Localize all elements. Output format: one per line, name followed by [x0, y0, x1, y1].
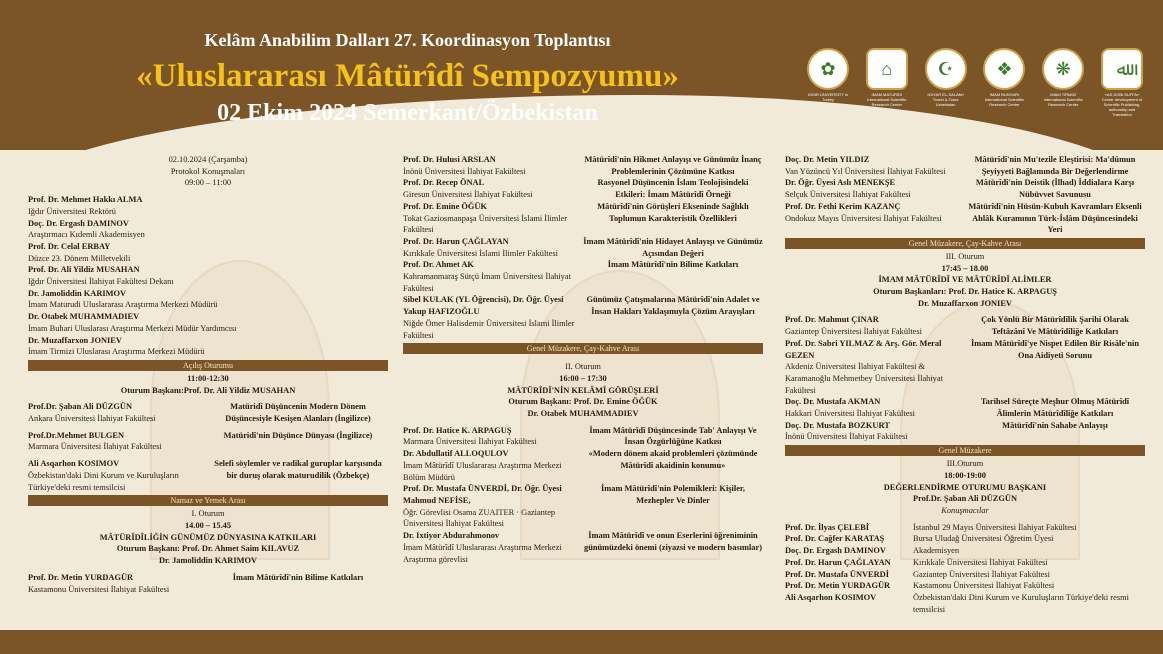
book-seal-icon: ❖ — [983, 48, 1025, 90]
speaker: Prof. Dr. Mehmet Hakkı ALMA Iğdır Üniversitesi Rektörü — [28, 195, 143, 216]
speakers-label: Konuşmacılar — [941, 505, 989, 515]
session-chair: Oturum Başkanı: Prof. Dr. Emine ÖĞÜK — [508, 397, 658, 407]
session-title: I. Oturum — [191, 509, 225, 519]
logo-item: ❖ IMAM BUKHARI International Scientific Research Center — [981, 48, 1027, 126]
section-band: Genel Müzakere — [785, 445, 1145, 456]
session-chair-2: Dr. Muzaffarxon JONIEV — [918, 298, 1012, 308]
presentation-row: Prof. Dr. Sabri YILMAZ & Arş. Gör. Meral GEZEN Akdeniz Üniversitesi İlahiyat Fakültesi & Karamanoğlu Mehmetbey Üniversitesi İlahiyat Fakültesi İmam Mâtürîdî'ye Nispet Edilen Bir Risâle'nin Ona Aidiyeti Sorunu — [785, 338, 1140, 395]
session-title: II. Oturum — [565, 362, 601, 372]
presentation-row: Sibel KULAK (YL Öğrencisi), Dr. Öğr. Üyesi Yakup HAFIZOĞLU Niğde Ömer Halisdemir Üniversitesi İslami İlimler Fakültesi Günümüz Çatışmalarına Mâtürîdî'nin Adalet ve İnsan Hakları Yaklaşımıyla Çözüm Arayışları — [403, 295, 760, 340]
presentation-row: Prof. Dr. Hatice K. ARPAGUŞ Marmara Üniversitesi İlahiyat Fakültesi İmam Mâtürîdî Düşüncesinde Tab' Anlayışı Ve İnsan Özgürlüğüne Katkısı — [403, 425, 757, 447]
calligraphy-seal-icon: ﷲ — [1101, 48, 1143, 90]
presentation-row: Dr. Ixtiyor Abdurahmonov İmam Mâtürîdî Uluslararası Araştırma Merkezi Araştırma görevlisi İmam Mâtürîdî ve onun Eserlerini öğreniminin günümüzdeki önemi (ziyazsi ve modern basımlar) — [403, 531, 762, 564]
session-theme: MÂTÜRÎDÎLİĞİN GÜNÜMÜZ DÜNYASINA KATKILARI — [99, 532, 317, 542]
symposium-title: «Uluslararası Mâtürîdî Sempozyumu» — [136, 58, 679, 94]
closing-row: Prof. Dr. Metin YURDAGÜR Kastamonu Üniversitesi İlahiyat Fakültesi — [785, 581, 1055, 591]
closing-row: Prof. Dr. Mustafa ÜNVERDİ Gaziantep Üniversitesi İlahiyat Fakültesi — [785, 569, 1050, 579]
closing-row: Prof. Dr. Cağfer KARATAŞ Bursa Uludağ Üniversitesi Öğretim Üyesi — [785, 534, 1054, 544]
session-chair: Oturum Başkanı:Prof. Dr. Ali Yildiz MUSAHAN — [120, 385, 296, 395]
logo-strip — [805, 48, 1145, 126]
closing-row: Doç. Dr. Ergash DAMINOV Akademisyen — [785, 546, 960, 556]
speaker: Doç. Dr. Ergash DAMINOV Araştırmacı Kıdemli Akademisyen — [28, 218, 145, 240]
logo-item: ⌂ IMAM MATURIDI International Scientific Research Center — [864, 48, 910, 126]
session-time: 11:00-12:30 — [187, 373, 229, 383]
section-band: Genel Müzakere, Çay-Kahve Arası — [785, 238, 1145, 249]
speaker: Dr. Muzaffarxon JONIEV İmam Tirmizi Uluslarası Araştırma Merkezi Müdürü — [28, 335, 205, 357]
footer-band — [0, 630, 1163, 654]
university-seal-icon: ✿ — [807, 48, 849, 90]
presentation-row: Prof. Dr. Harun ÇAĞLAYAN Kırıkkale Üniversitesi İslami İlimler Fakültesi İmam Mâtürîdî'nin Hidayet Anlayışı ve Günümüz Açısından Değeri — [403, 236, 763, 258]
section-band: Namaz ve Yemek Arası — [28, 495, 388, 506]
session-chair-2: Dr. Otabek MUHAMMADIEV — [527, 409, 639, 419]
presentation-row: Prof. Dr. Fethi Kerim KAZANÇ Ondokuz Mayıs Üniversitesi İlahiyat Fakültesi Mâtürîdî'nin Hüsün-Kubuh Kavramları Eksenli Ahlâk Kuramının Türk-İslâm Düşüncesindeki Yeri — [785, 201, 1142, 235]
session-title: III. Oturum — [945, 251, 985, 261]
presentation-row: Prof. Dr. Hulusi ARSLAN İnönü Üniversitesi İlahiyat Fakültesi Mâtürîdî'nin Hikmet Anlayışı ve Günümüz İnanç Problemlerinin Çözümüne Katkısı — [403, 155, 762, 176]
presentation-row: Dr. Abdullatif ALLOQULOV İmam Mâtürîdî Uluslararası Araştırma Merkezi Bölüm Müdürü «Modern dönem akaid problemleri çözümünde Mâtürîdî akaidinin konumu» — [403, 449, 758, 482]
session-title: III.Oturum — [946, 459, 984, 469]
section-band: Genel Müzakere, Çay-Kahve Arası — [403, 343, 763, 354]
session-theme: İMAM MÂTÜRÎDÎ VE MÂTÜRÎDÎ ALİMLER — [878, 275, 1052, 285]
presentation-row: Prof. Dr. Mahmut ÇINAR Gaziantep Üniversitesi İlahiyat Fakültesi Çok Yönlü Bir Mâtürîdîlik Şarihi Olarak Teftâzânî Ve Mâtürîdîliğe Katkıları — [785, 315, 1129, 337]
session-chair: Prof.Dr. Şaban Ali DÜZGÜN — [912, 494, 1017, 504]
closing-row: Prof. Dr. Harun ÇAĞLAYAN Kırıkkale Üniversitesi İlahiyat Fakültesi — [785, 557, 1048, 567]
session-time: 18:00-19:00 — [944, 470, 986, 480]
presentation-row: Prof.Dr.Mehmet BULGEN Marmara Üniversitesi İlahiyat Fakültesi Matüridî'nin Düşünce Dünyası (İngilizce) — [28, 430, 373, 452]
session-chair-2: Dr. Jamoliddin KARIMOV — [158, 556, 258, 566]
mausoleum-icon: ⌂ — [866, 48, 908, 90]
session-chair: Oturum Başkanları: Prof. Dr. Hatice K. ARPAGUŞ — [873, 287, 1057, 297]
presentation-row: Doç. Dr. Mustafa BOZKURT İnönü Üniversitesi İlahiyat Fakültesi Mâtürîdî'nin Sahabe Anlayışı — [785, 420, 1108, 442]
session-time: 14.00 – 15.45 — [184, 520, 232, 530]
logo-item: ❋ IMAM TIRMIZI International Scientific Research Center — [1040, 48, 1086, 126]
session-theme: MÂTÜRÎDÎ'NİN KELÂMÎ GÖRÜŞLERİ — [507, 385, 659, 395]
session-theme: DEĞERLENDİRME OTURUMU BAŞKANI — [883, 482, 1047, 492]
logo-item: ✿ IGDIR UNIVERSITY in Turkey — [805, 48, 851, 126]
program-column-2 — [403, 154, 763, 565]
section-band: Açılış Oturumu — [28, 360, 388, 371]
presentation-row: Ali Asqarhon KOSIMOV Özbekistan'daki Dini Kurum ve Kuruluşların Türkiye'deki resmi temsilcisi Selefi söylemler ve radikal guruplar karşısında bir duruş olarak maturudilik (Özbekçe) — [28, 459, 382, 492]
session-time: 16:00 – 17:30 — [559, 373, 607, 383]
presentation-row: Dr. Öğr. Üyesi Aslı MENEKŞE Selçuk Üniversitesi İlahiyat Fakültesi Mâtürîdî'nin Deistik (İlhad) İddialara Karşı Nübüvvet Savunusu — [785, 178, 1135, 200]
session-chair: Oturum Başkanı: Prof. Dr. Ahmet Saim KILAVUZ — [116, 544, 300, 554]
presentation-row: Prof. Dr. Emine ÖĞÜK Tokat Gaziosmanpaşa Üniversitesi İslami İlimler Fakültesi Mâtürîdî'nin Görüşleri Ekseninde Sağlıklı Toplumun Karakteristik Özellikleri — [403, 201, 749, 235]
mosque-icon: ☪ — [925, 48, 967, 90]
speaker: Dr. Jamoliddin KARIMOV İmam Maturudi Uluslararası Araştırma Merkezi Müdürü — [28, 288, 218, 310]
program-column-1 — [28, 154, 388, 595]
date-place: 02 Ekim 2024 Semerkant/Özbekistan — [217, 100, 598, 126]
ornament-seal-icon: ❋ — [1042, 48, 1084, 90]
presentation-row: Prof.Dr. Şaban Ali DÜZGÜN Ankara Üniversitesi İlahiyat Fakültesi Matüridî Düşüncenin Modern Dönem Düşüncesiyle Kesişen Alanları (İngilizce) — [28, 402, 371, 424]
speaker: Prof. Dr. Ali Yildiz MUSAHAN Iğdır Üniversitesi İlahiyat Fakültesi Dekanı — [28, 265, 174, 287]
program-date: 02.10.2024 (Çarşamba) — [168, 155, 248, 164]
meeting-title: Kelâm Anabilim Dalları 27. Koordinasyon Toplantısı — [204, 30, 611, 50]
presentation-row: Doç. Dr. Metin YILDIZ Van Yüzüncü Yıl Üniversitesi İlahiyat Fakültesi Mâtürîdî'nin Mu'tezile Eleştirisi: Ma'dûmun Şeyiyyeti Bağlamında Bir Değerlendirme — [785, 155, 1136, 176]
closing-row: Prof. Dr. İlyas ÇELEBİ İstanbul 29 Mayıs Üniversitesi İlahiyat Fakültesi — [785, 522, 1077, 532]
closing-row: Ali Asqarhon KOSIMOV Özbekistan'daki Dini Kurum ve Kuruluşların Türkiye'deki resmi temsilcisi — [785, 592, 1129, 614]
presentation-row: Prof. Dr. Mustafa ÜNVERDİ, Dr. Öğr. Üyesi Mahmud NEFİSE, Öğr. Görevlisi Osama ZUAITER · Gaziantep Üniversitesi İlahiyat Fakültesi İmam Mâtürîdî'nin Polemikleri: Kişiler, Mezhepler Ve Dinler — [403, 484, 745, 529]
logo-item: ﷲ «AS-SOBI SUFFA» Center development of Scientific Publishing, authorship and Translation — [1099, 48, 1145, 126]
logo-item: ☪ «DIYAR EL-SALAM» Travel & Tours Uzbekistan — [923, 48, 969, 126]
protocol-heading: Protokol Konuşmaları — [170, 166, 246, 176]
session-time: 17:45 – 18.00 — [941, 263, 989, 273]
presentation-row: Prof. Dr. Metin YURDAGÜR Kastamonu Üniversitesi İlahiyat Fakültesi İmam Mâtürîdî'nin Bilime Katkıları — [28, 572, 364, 594]
presentation-row: Prof. Dr. Ahmet AK Kahramanmaraş Sütçü İmam Üniversitesi İlahiyat Fakültesi İmam Mâtürîdî'nin Bilime Katkıları — [403, 260, 739, 293]
protocol-time: 09:00 – 11:00 — [184, 178, 232, 188]
speaker: Prof. Dr. Celal ERBAY Düzce 23. Dönem Milletvekili — [28, 241, 131, 263]
speaker: Dr. Otabek MUHAMMADIEV İmam Buhari Uluslarası Araştırma Merkezi Müdür Yardımcısı — [28, 312, 237, 333]
presentation-row: Doç. Dr. Mustafa AKMAN Hakkari Üniversitesi İlahiyat Fakültesi Tarihsel Süreçte Meşhur Olmuş Mâtürîdî Âlimlerin Mâtürîdîliğe Katkıları — [785, 397, 1130, 419]
presentation-row: Prof. Dr. Recep ÖNAL Giresun Üniversitesi İlahiyat Fakültesi Rasyonel Düşüncenin İslam Teolojisindeki Etkileri: İmam Mâtürîdî Örneği — [403, 178, 749, 200]
program-column-3 — [785, 154, 1145, 615]
